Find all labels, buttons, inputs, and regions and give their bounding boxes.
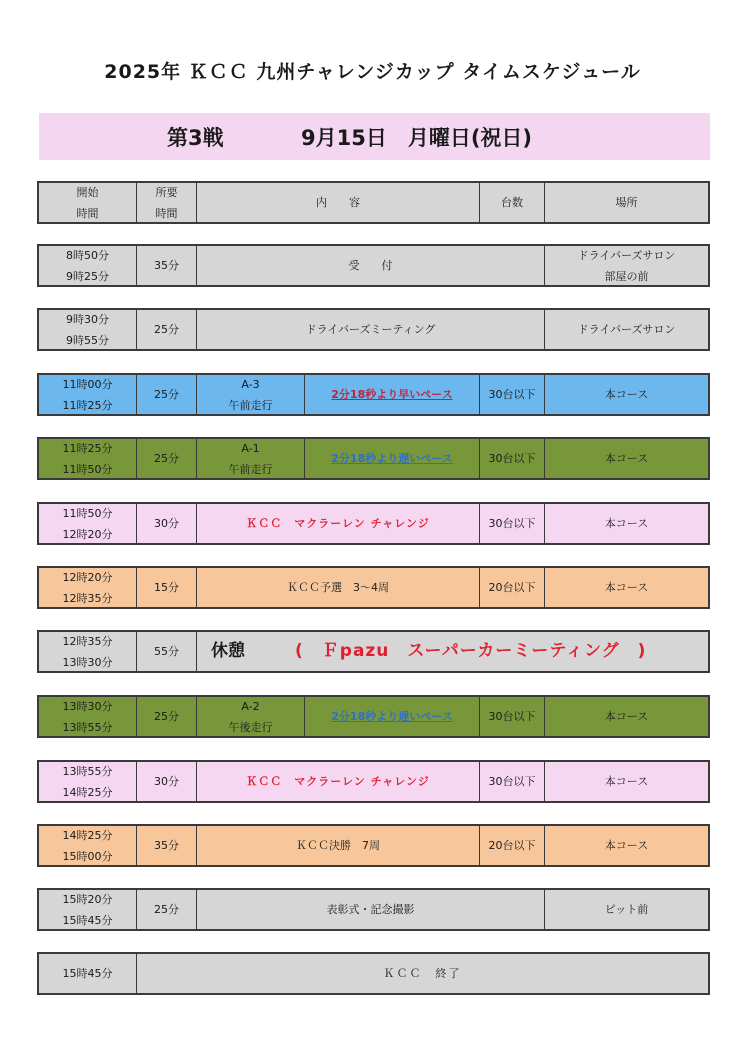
duration-cell: 25分 (137, 439, 197, 478)
pace-cell (305, 439, 480, 478)
content-cell: ＫＣＣ マクラーレン チャレンジ (197, 762, 480, 801)
break-cell (197, 632, 708, 671)
time-cell: 9時30分 9時55分 (39, 310, 137, 349)
group-cell: A-2 午後走行 (197, 697, 305, 736)
duration-cell: 30分 (137, 762, 197, 801)
units-cell: 30台以下 (480, 375, 545, 414)
units-cell: 30台以下 (480, 504, 545, 543)
duration-cell: 55分 (137, 632, 197, 671)
pace-text: 2分18秒より遅いペース (331, 452, 453, 465)
table-row (37, 373, 710, 416)
header-units: 台数 (480, 183, 545, 222)
table-row (37, 437, 710, 480)
table-row (37, 308, 710, 351)
header-start-time: 開始 時間 (39, 183, 137, 222)
table-row (37, 888, 710, 931)
duration-cell: 35分 (137, 826, 197, 865)
table-row (37, 244, 710, 287)
duration-cell: 30分 (137, 504, 197, 543)
break-note: ( Ｆpazu スーパーカーミーティング ) (295, 641, 647, 661)
place-cell: 本コース (604, 839, 649, 852)
table-row (37, 824, 710, 867)
content-cell: 受 付 (197, 246, 545, 285)
time-cell: 14時25分 15時00分 (39, 826, 137, 865)
break-label: 休憩 (211, 641, 245, 661)
page-title: 2025年 ＫＣＣ 九州チャレンジカップ タイムスケジュール (104, 61, 641, 83)
time-cell: 12時20分 12時35分 (39, 568, 137, 607)
content-cell: ＫＣＣ 終了 (383, 967, 462, 980)
content-cell: ドライバーズミーティング (197, 310, 545, 349)
table-row (37, 502, 710, 545)
table-header (37, 181, 710, 224)
place-cell: 本コース (604, 775, 649, 788)
units-cell: 30台以下 (480, 439, 545, 478)
table-row (37, 695, 710, 738)
content-cell: ＫＣＣ予選 3～4周 (197, 568, 480, 607)
duration-cell: 15分 (137, 568, 197, 607)
units-cell: 30台以下 (480, 697, 545, 736)
round-banner (39, 113, 710, 160)
group-cell: A-1 午前走行 (197, 439, 305, 478)
duration-cell: 25分 (137, 890, 197, 929)
header-duration: 所要 時間 (137, 183, 197, 222)
time-cell: 15時45分 (39, 954, 137, 993)
header-content: 内 容 (197, 183, 480, 222)
time-cell: 15時20分 15時45分 (39, 890, 137, 929)
place-cell: ドライバーズサロン 部屋の前 (577, 248, 676, 283)
place-cell: 本コース (604, 710, 649, 723)
time-cell: 11時00分 11時25分 (39, 375, 137, 414)
content-cell: ＫＣＣ マクラーレン チャレンジ (197, 504, 480, 543)
place-cell: 本コース (604, 452, 649, 465)
duration-cell: 25分 (137, 697, 197, 736)
table-row (37, 952, 710, 995)
content-cell: ＫＣＣ決勝 7周 (197, 826, 480, 865)
group-cell: A-3 午前走行 (197, 375, 305, 414)
place-cell: ドライバーズサロン (577, 323, 676, 336)
units-cell: 20台以下 (480, 826, 545, 865)
time-cell: 13時55分 14時25分 (39, 762, 137, 801)
duration-cell: 25分 (137, 310, 197, 349)
place-cell: 本コース (604, 581, 649, 594)
time-cell: 8時50分 9時25分 (39, 246, 137, 285)
round-label: 第3戦 (167, 125, 224, 150)
time-cell: 13時30分 13時55分 (39, 697, 137, 736)
pace-text: 2分18秒より早いペース (331, 388, 453, 401)
time-cell: 12時35分 13時30分 (39, 632, 137, 671)
time-cell: 11時50分 12時20分 (39, 504, 137, 543)
pace-text: 2分18秒より遅いペース (331, 710, 453, 723)
duration-cell: 35分 (137, 246, 197, 285)
content-cell: 表彰式・記念撮影 (197, 890, 545, 929)
event-date: 9月15日 月曜日(祝日) (301, 125, 533, 150)
table-row (37, 760, 710, 803)
units-cell: 30台以下 (480, 762, 545, 801)
duration-cell: 25分 (137, 375, 197, 414)
pace-cell (305, 375, 480, 414)
table-row (37, 630, 710, 673)
units-cell: 20台以下 (480, 568, 545, 607)
place-cell: 本コース (604, 388, 649, 401)
time-cell: 11時25分 11時50分 (39, 439, 137, 478)
place-cell: ピット前 (604, 903, 649, 916)
pace-cell (305, 697, 480, 736)
table-row (37, 566, 710, 609)
header-place: 場所 (615, 196, 638, 209)
place-cell: 本コース (604, 517, 649, 530)
